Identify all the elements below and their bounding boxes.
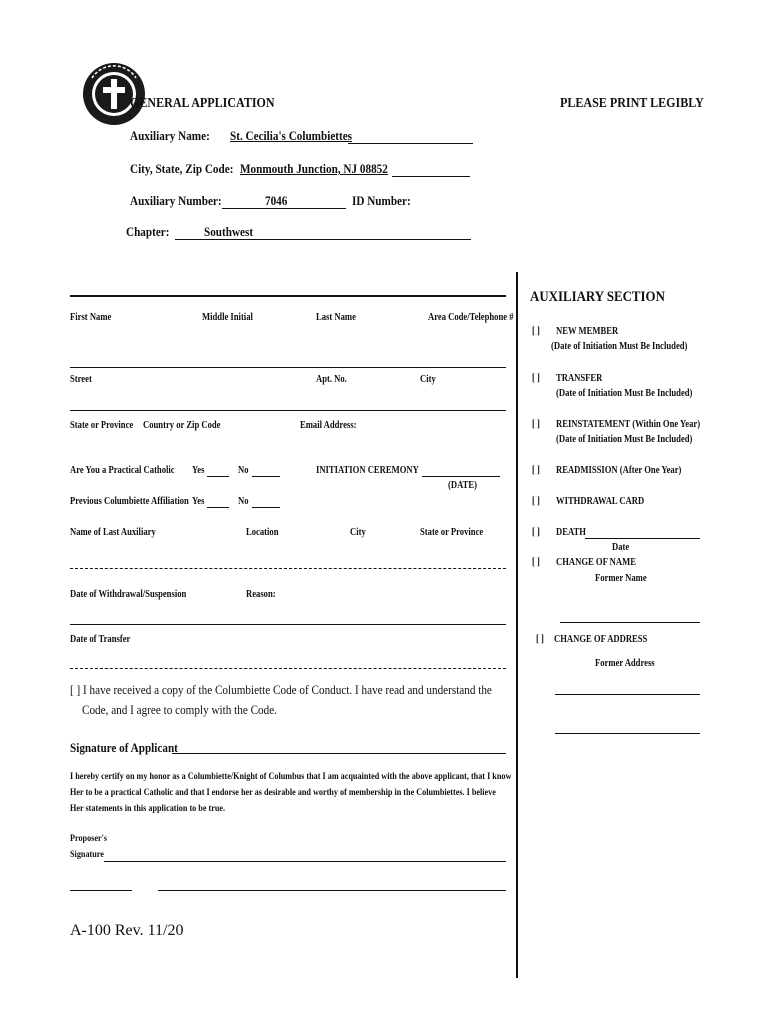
city-state-zip-value[interactable]: Monmouth Junction, NJ 08852 xyxy=(240,161,388,176)
former-address-line1[interactable] xyxy=(555,694,700,695)
email-label: Email Address: xyxy=(300,420,357,431)
last-aux-state-label: State or Province xyxy=(420,527,484,538)
auxiliary-number-label: Auxiliary Number: xyxy=(130,193,222,208)
id-number-label: ID Number: xyxy=(352,193,411,208)
proposer-signature-label: Signature xyxy=(70,850,104,860)
last-aux-city-label: City xyxy=(350,527,366,538)
reinstatement-note: (Date of Initiation Must Be Included) xyxy=(556,434,693,445)
proposer-signature-line[interactable] xyxy=(104,861,506,862)
apt-label: Apt. No. xyxy=(316,374,347,385)
auxiliary-number-value[interactable]: 7046 xyxy=(265,193,288,208)
death-label: DEATH xyxy=(556,527,586,538)
withdrawal-date-label: Date of Withdrawal/Suspension xyxy=(70,589,187,600)
code-of-conduct-line1: [ ] I have received a copy of the Columbiette Code of Conduct. I have read and understand the xyxy=(70,682,492,697)
catholic-no-label: No xyxy=(238,465,249,476)
withdrawal-card-label: WITHDRAWAL CARD xyxy=(556,496,645,507)
change-name-checkbox[interactable]: [ ] xyxy=(532,557,540,568)
applicant-signature-line[interactable] xyxy=(172,753,506,754)
state-label: State or Province xyxy=(70,420,134,431)
death-date-line[interactable] xyxy=(585,538,700,539)
new-member-checkbox[interactable]: [ ] xyxy=(532,326,540,337)
certification-line2: Her to be a practical Catholic and that I endorse her as desirable and worthy of membership in the Columbiettes. I believe xyxy=(70,788,496,798)
previous-no-label: No xyxy=(238,496,249,507)
auxiliary-section-title: AUXILIARY SECTION xyxy=(530,289,665,305)
last-auxiliary-label: Name of Last Auxiliary xyxy=(70,527,156,538)
change-name-label: CHANGE OF NAME xyxy=(556,557,636,568)
former-address-label: Former Address xyxy=(595,658,655,669)
new-member-label: NEW MEMBER xyxy=(556,326,619,337)
first-name-label: First Name xyxy=(70,312,112,323)
change-address-checkbox[interactable]: [ ] xyxy=(536,634,544,645)
form-title: GENERAL APPLICATION xyxy=(130,96,275,111)
transfer-note: (Date of Initiation Must Be Included) xyxy=(556,388,693,399)
certification-line3: Her statements in this application to be true. xyxy=(70,804,226,814)
code-of-conduct-line2: Code, and I agree to comply with the Code. xyxy=(82,702,277,717)
practical-catholic-label: Are You a Practical Catholic xyxy=(70,465,175,476)
form-id: A-100 Rev. 11/20 xyxy=(70,922,184,939)
section-divider xyxy=(516,272,518,978)
city-label: City xyxy=(420,374,436,385)
former-address-line2[interactable] xyxy=(555,733,700,734)
location-label: Location xyxy=(246,527,279,538)
previous-yes-label: Yes xyxy=(192,496,205,507)
chapter-label: Chapter: xyxy=(126,224,170,239)
last-name-label: Last Name xyxy=(316,312,356,323)
change-address-label: CHANGE OF ADDRESS xyxy=(554,634,648,645)
auxiliary-name-label: Auxiliary Name: xyxy=(130,128,210,143)
initiation-date-label: (DATE) xyxy=(448,480,477,491)
former-name-line[interactable] xyxy=(560,622,700,623)
withdrawal-card-checkbox[interactable]: [ ] xyxy=(532,496,540,507)
previous-affiliation-label: Previous Columbiette Affiliation xyxy=(70,496,189,507)
proposer-label: Proposer's xyxy=(70,834,108,844)
applicant-signature-label: Signature of Applicant xyxy=(70,740,178,755)
readmission-checkbox[interactable]: [ ] xyxy=(532,465,540,476)
columbiettes-logo xyxy=(82,62,146,126)
street-label: Street xyxy=(70,374,92,385)
certification-line1: I hereby certify on my honor as a Columbiette/Knight of Columbus that I am acquainted with the above applicant, that I know xyxy=(70,772,512,782)
zip-label: Country or Zip Code xyxy=(143,420,221,431)
chapter-value[interactable]: Southwest xyxy=(204,224,254,239)
catholic-yes-label: Yes xyxy=(192,465,205,476)
former-name-label: Former Name xyxy=(595,573,647,584)
initiation-label: INITIATION CEREMONY xyxy=(316,465,419,476)
reason-label: Reason: xyxy=(246,589,276,600)
middle-initial-label: Middle Initial xyxy=(202,312,253,323)
telephone-label: Area Code/Telephone # xyxy=(428,312,514,323)
print-note: PLEASE PRINT LEGIBLY xyxy=(560,96,704,111)
transfer-date-label: Date of Transfer xyxy=(70,634,131,645)
readmission-label: READMISSION (After One Year) xyxy=(556,465,682,476)
transfer-checkbox[interactable]: [ ] xyxy=(532,373,540,384)
reinstatement-label: REINSTATEMENT (Within One Year) xyxy=(556,419,701,430)
death-checkbox[interactable]: [ ] xyxy=(532,527,540,538)
new-member-note: (Date of Initiation Must Be Included) xyxy=(551,341,688,352)
auxiliary-name-value[interactable]: St. Cecilia's Columbiettes xyxy=(230,128,353,143)
reinstatement-checkbox[interactable]: [ ] xyxy=(532,419,540,430)
city-state-zip-label: City, State, Zip Code: xyxy=(130,161,234,176)
transfer-label: TRANSFER xyxy=(556,373,603,384)
death-date-label: Date xyxy=(612,542,630,553)
